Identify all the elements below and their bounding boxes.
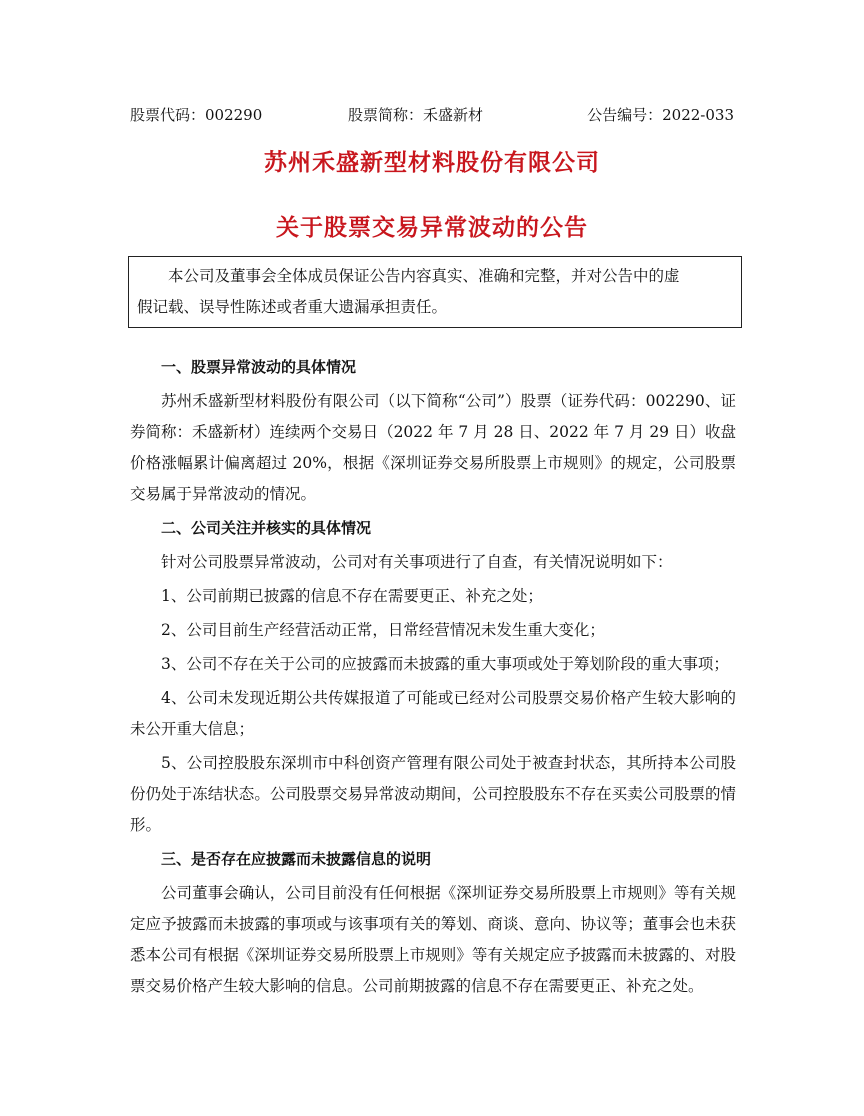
section-2-item-2: 2、公司目前生产经营活动正常，日常经营情况未发生重大变化； <box>161 621 605 639</box>
statement-line-1: 本公司及董事会全体成员保证公告内容真实、准确和完整，并对公告中的虚 <box>168 267 680 285</box>
section-2-item-3: 3、公司不存在关于公司的应披露而未披露的重大事项或处于筹划阶段的重大事项； <box>161 655 729 673</box>
section-2-item-1: 1、公司前期已披露的信息不存在需要更正、补充之处； <box>161 587 543 605</box>
stock-abbreviation: 股票简称：禾盛新材 <box>348 106 484 124</box>
section-3-paragraph: 公司董事会确认，公司目前没有任何根据《深圳证券交易所股票上市规则》等有关规定应予披露而未披露的事项或与该事项有关的筹划、商谈、意向、协议等；董事会也未获悉本公司有根据《深圳证券交易所股票上市规则》等有关规定应予披露而未披露的、对股票交易价格产生较大影响的信息。公司前期披露的信息不存在需要更正、补充之处。 <box>130 884 736 995</box>
section-heading-1: 一、股票异常波动的具体情况 <box>161 358 357 376</box>
statement-line-2: 假记载、误导性陈述或者重大遗漏承担责任。 <box>137 298 448 316</box>
section-2-item-5: 5、公司控股股东深圳市中科创资产管理有限公司处于被查封状态，其所持本公司股份仍处于冻结状态。公司股票交易异常波动期间，公司控股股东不存在买卖公司股票的情形。 <box>130 754 736 834</box>
section-heading-2: 二、公司关注并核实的具体情况 <box>161 519 372 537</box>
announcement-title: 关于股票交易异常波动的公告 <box>276 214 588 241</box>
company-title: 苏州禾盛新型材料股份有限公司 <box>264 149 600 176</box>
document-header <box>130 104 734 126</box>
section-1-paragraph: 苏州禾盛新型材料股份有限公司（以下简称“公司”）股票（证券代码：002290、证券简称：禾盛新材）连续两个交易日（2022 年 7 月 28 日、2022 年 7 月 29 日）收盘价格涨幅累计偏离超过 20%，根据《深圳证券交易所股票上市规则》的规定，公司股票交易属于异常波动的情况。 <box>130 392 736 503</box>
section-2-intro: 针对公司股票异常波动，公司对有关事项进行了自查，有关情况说明如下： <box>161 553 673 571</box>
section-heading-3: 三、是否存在应披露而未披露信息的说明 <box>161 850 432 868</box>
announcement-body <box>130 352 736 1002</box>
section-2-item-4: 4、公司未发现近期公共传媒报道了可能或已经对公司股票交易价格产生较大影响的未公开重大信息； <box>130 689 736 738</box>
stock-code: 股票代码：002290 <box>130 106 263 124</box>
announcement-number: 公告编号：2022-033 <box>587 106 734 124</box>
responsibility-statement-box <box>128 256 742 328</box>
